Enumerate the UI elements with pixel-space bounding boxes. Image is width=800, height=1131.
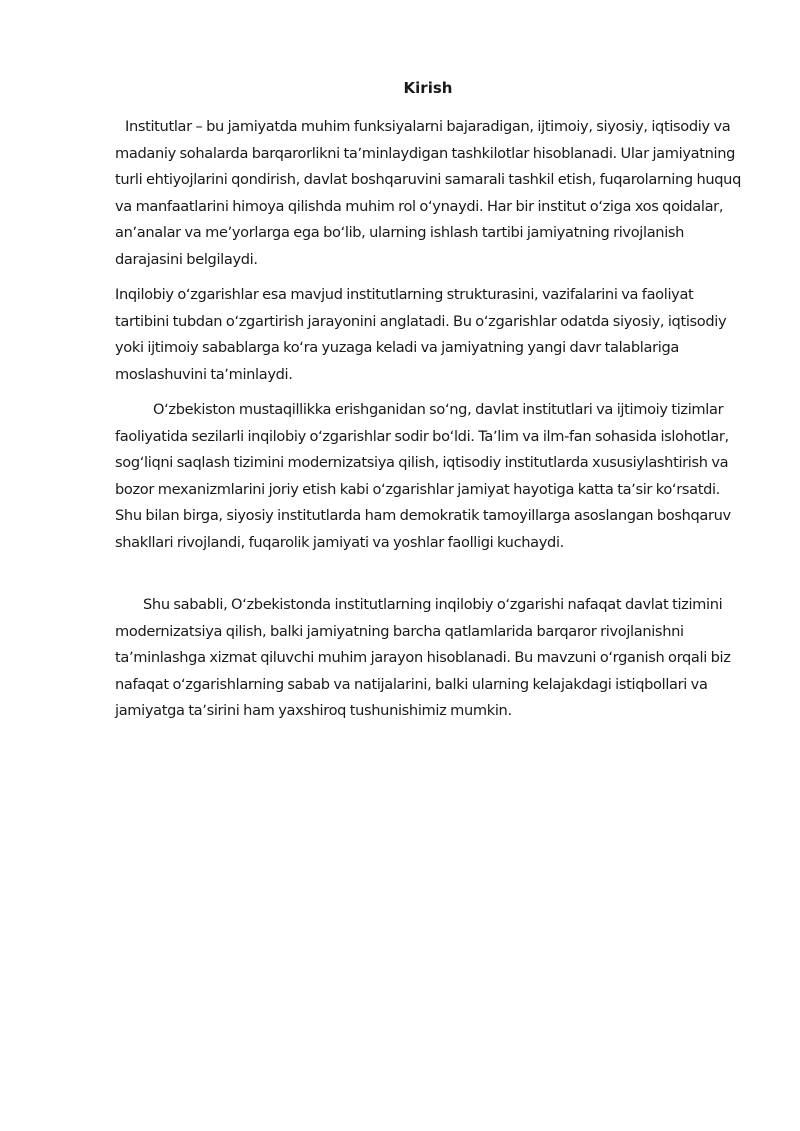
paragraph-2: Inqilobiy oʻzgarishlar esa mavjud institutlarning strukturasini, vazifalarini va faoliyat tartibini tubdan oʻzgartirish jarayonini anglatadi. Bu oʻzgarishlar odatda siyosiy, iqtisodiy yoki ijtimoiy sabablarga koʻra yuzaga keladi va jamiyatning yangi davr talablariga moslashuvini taʼminlaydi. [115, 286, 727, 383]
paragraph-4: Shu sababli, Oʻzbekistonda institutlarning inqilobiy oʻzgarishi nafaqat davlat tizimini modernizatsiya qilish, balki jamiyatning barcha qatlamlarida barqaror rivojlanishni taʼminlashga xizmat qiluvchi muhim jarayon hisoblanadi. Bu mavzuni oʻrganish orqali biz nafaqat oʻzgarishlarning sabab va natijalarini, balki ularning kelajakdagi istiqbollari va jamiyatga taʼsirini ham yaxshiroq tushunishimiz mumkin. [115, 596, 731, 719]
paragraph-1: Institutlar – bu jamiyatda muhim funksiyalarni bajaradigan, ijtimoiy, siyosiy, iqtisodiy va madaniy sohalarda barqarorlikni taʼminlaydigan tashkilotlar hisoblanadi. Ular jamiyatning turli ehtiyojlarini qondirish, davlat boshqaruvini samarali tashkil etish, fuqarolarning huquq va manfaatlarini himoya qilishda muhim rol oʻynaydi. Har bir institut oʻziga xos qoidalar, anʼanalar va meʼyorlarga ega boʻlib, ularning ishlash tartibi jamiyatning rivojlanish darajasini belgilaydi. [115, 118, 741, 268]
document-title: Kirish [403, 79, 453, 97]
paragraph-3: Oʻzbekiston mustaqillikka erishganidan soʻng, davlat institutlari va ijtimoiy tizimlar faoliyatida sezilarli inqilobiy oʻzgarishlar sodir boʻldi. Taʼlim va ilm-fan sohasida islohotlar, sogʻliqni saqlash tizimini modernizatsiya qilish, iqtisodiy institutlarda xususiylashtirish va bozor mexanizmlarini joriy etish kabi oʻzgarishlar jamiyat hayotiga katta taʼsir koʻrsatdi. Shu bilan birga, siyosiy institutlarda ham demokratik tamoyillarga asoslangan boshqaruv shakllari rivojlandi, fuqarolik jamiyati va yoshlar faolligi kuchaydi. [115, 401, 731, 551]
